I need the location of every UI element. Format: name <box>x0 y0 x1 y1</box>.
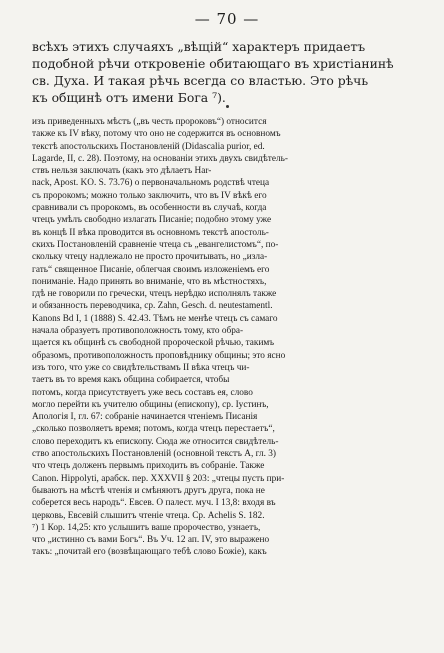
page-number: — 70 — <box>194 10 260 28</box>
footnote-line: Kanons Bd I, 1 (1888) S. 42.43. Тѣмъ не менѣе чтецъ съ самаго <box>32 313 278 324</box>
footnote-line: скихъ Постановленій сравненіе чтеца съ „евангелистомъ“, по- <box>32 239 279 250</box>
footnote-line: гдѣ не говорили по гречески, чтецъ нерѣдко исполнялъ также <box>32 289 277 300</box>
footnote-line: текстѣ апостольскихъ Постановленій (Didascalia purior, ed. <box>32 141 265 152</box>
footnote-line: также къ IV вѣку, потому что оно не содержится въ основномъ <box>32 129 281 140</box>
ink-dot <box>226 105 229 108</box>
main-line: подобной рѣчи откровеніе обитающаго въ христіанинѣ <box>32 56 394 71</box>
footnote-line: гать“ священное Писаніе, облегчая своимъ изложеніемъ его <box>32 264 270 275</box>
footnote-line: церковь, Евсевій слышитъ чтеніе чтеца. Ср. Achelis S. 182. <box>32 510 265 521</box>
footnote-line: и обязанность переводчика, ср. Zahn, Gesch. d. neutestamentl. <box>32 301 273 312</box>
footnote-line: изъ того, что уже со свидѣтельствамъ II вѣка чтецъ чи- <box>32 362 250 373</box>
footnote-line: таетъ въ то время какъ община собирается, чтобы <box>32 375 230 386</box>
footnote-line: скольку чтецу надлежало не просто прочитывать, но „изла- <box>32 252 268 263</box>
footnote-line: могло перейти къ учителю общины (епископу), ср. Іустинъ, <box>32 399 269 410</box>
footnotes-block <box>32 116 422 559</box>
footnote-line: такъ: „почитай его (возвѣщающаго тебѣ слово Божіе), какъ <box>32 547 267 558</box>
footnote-line: соберется весь народъ“. Евсев. О палест. муч. I 13,8: входя въ <box>32 498 276 509</box>
main-paragraph <box>32 38 422 106</box>
main-line: всѣхъ этихъ случаяхъ „вѣщій“ характеръ придаетъ <box>32 39 366 54</box>
main-line: къ общинѣ отъ имени Бога ⁷). <box>32 90 226 105</box>
footnote-line: чтецъ умѣлъ свободно излагать Писаніе; подобно этому уже <box>32 215 272 226</box>
footnote-line: ⁷) 1 Кор. 14,25: кто услышитъ ваше пророчество, узнаетъ, <box>32 522 261 533</box>
footnote-line: въ концѣ II вѣка проводится въ основномъ текстѣ апостоль- <box>32 227 269 238</box>
footnote-line: nack, Apost. KO. S. 73.76) о первоначальномъ родствѣ чтеца <box>32 178 270 189</box>
footnote-line: Canon. Hippolyti, арабск. пер. XXXVII § 203: „чтецы пусть при- <box>32 473 285 484</box>
main-line: св. Духа. И такая рѣчь всегда со властью. Это рѣчь <box>32 73 369 88</box>
footnote-line: изъ приведенныхъ мѣстъ („въ честь пророковъ“) относится <box>32 117 267 127</box>
footnote-line: ство апостольскихъ Постановленій (основной текстъ А, гл. 3) <box>32 449 276 460</box>
footnote-line: „сколько позволяетъ время; потомъ, когда чтецъ перестаетъ“, <box>32 424 275 435</box>
footnote-line: Апологія I, гл. 67: собраніе начинается чтеніемъ Писанія <box>32 412 258 423</box>
footnote-line: бываютъ на мѣстѣ чтенія и смѣняютъ другъ друга, пока не <box>32 485 265 496</box>
footnote-line: что чтецъ долженъ первымъ приходить въ собраніе. Также <box>32 461 265 472</box>
footnote-line: съ пророкомъ; можно только заключить, что въ IV вѣкѣ его <box>32 190 267 201</box>
footnote-line: начала образуетъ противоположность тому, кто обра- <box>32 326 244 337</box>
footnote-line: щается къ общинѣ съ свободной пророческой рѣчью, такимъ <box>32 338 275 349</box>
footnote-line: сравнивали съ пророкомъ, въ особенности въ случаѣ, когда <box>32 203 267 214</box>
footnote-line: потомъ, когда присутствуетъ уже весь составъ ея, слово <box>32 387 253 398</box>
footnote-line: что „истинно съ вами Богъ“. Въ Уч. 12 ап. IV, это выражено <box>32 535 270 546</box>
footnote-line: слово переходитъ къ епископу. Сюда же относится свидѣтель- <box>32 436 279 447</box>
footnote-line: Lagarde, II, c. 28). Поэтому, на основаніи этихъ двухъ свидѣтель- <box>32 153 288 164</box>
footnote-line: ствъ нельзя заключать (какъ это дѣлаетъ Har- <box>32 166 212 177</box>
footnote-line: пониманіе. Надо принять во вниманіе, что въ мѣстностяхъ, <box>32 276 267 287</box>
footnote-line: образомъ, противоположность проповѣднику общины; это ясно <box>32 350 286 361</box>
